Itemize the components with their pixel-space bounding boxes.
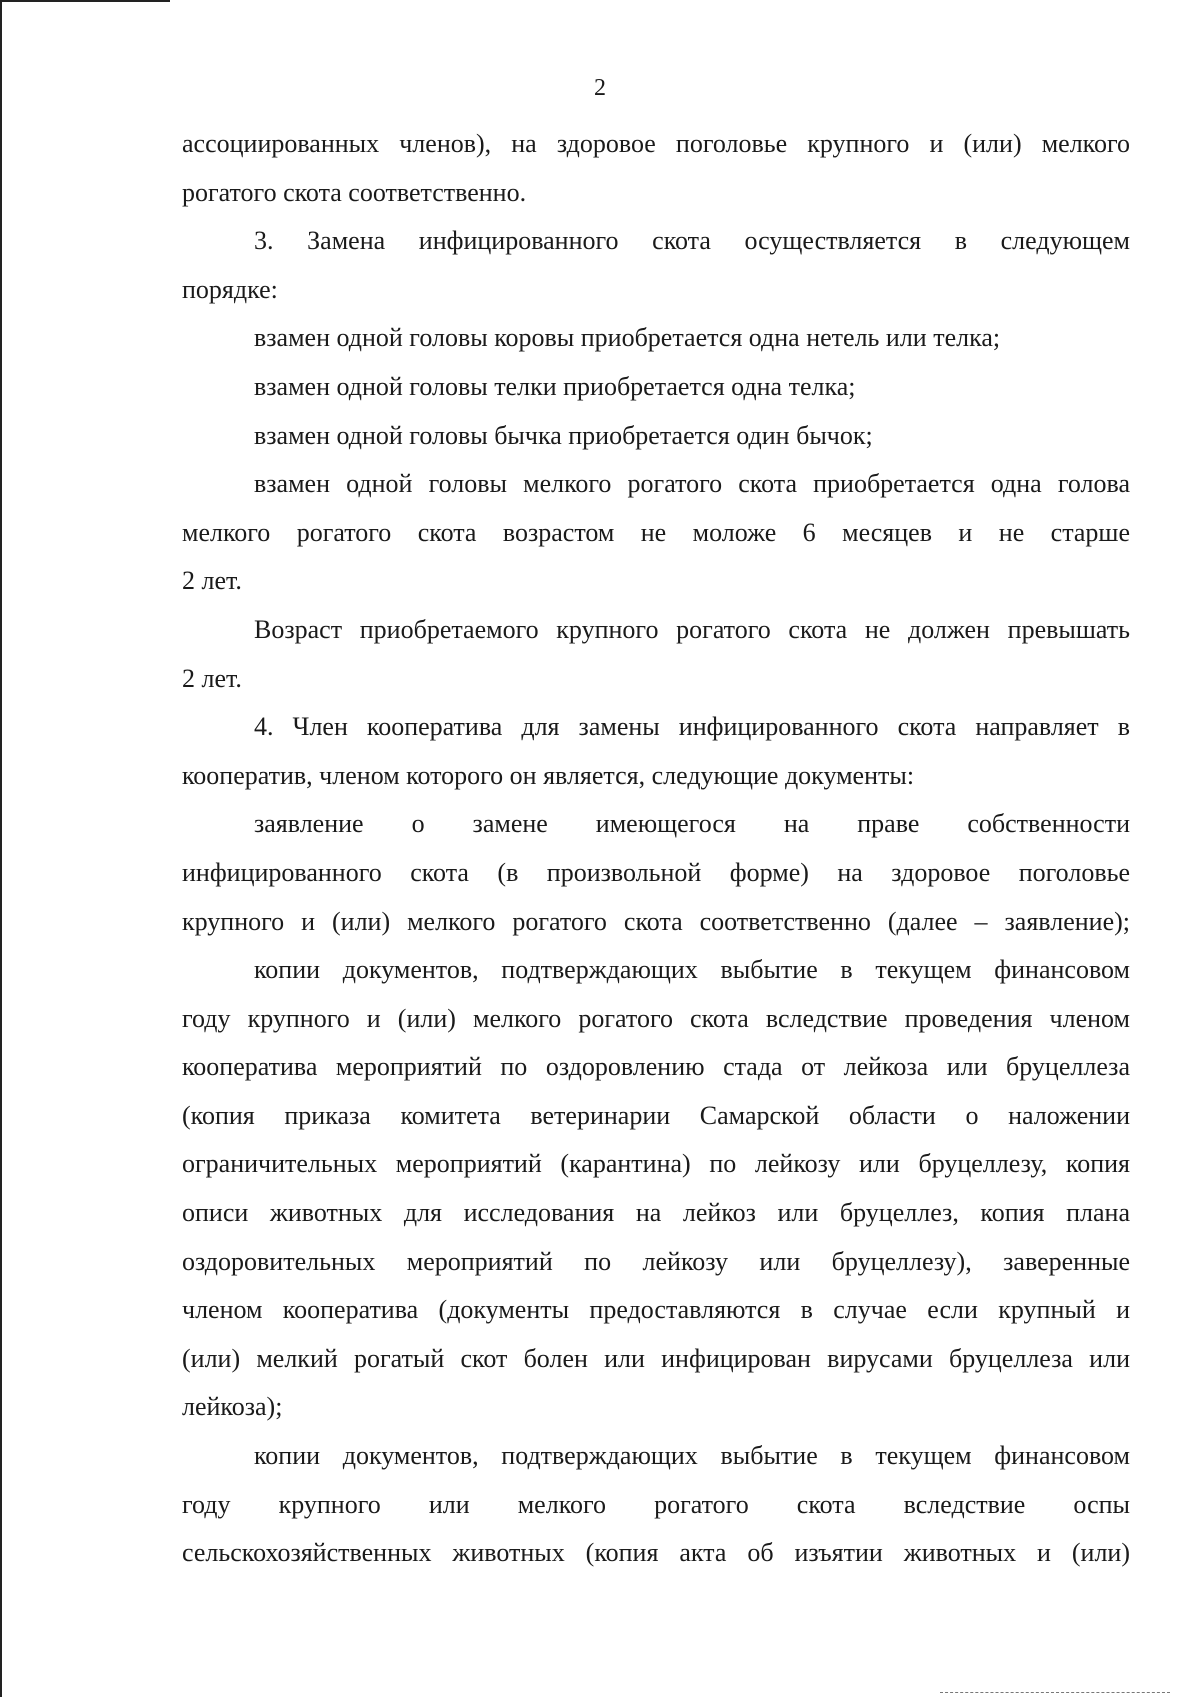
text-line: заявление о замене имеющегося на праве собственности	[254, 809, 1130, 839]
text-line: членом кооператива (документы предоставляются в случае если крупный и	[182, 1295, 1130, 1325]
text-line: копии документов, подтверждающих выбытие в текущем финансовом	[254, 1441, 1130, 1471]
text-line: мелкого рогатого скота возрастом не моложе 6 месяцев и не старше	[182, 517, 1130, 547]
text-line: лейкоза);	[182, 1392, 283, 1422]
text-line: кооператива мероприятий по оздоровлению стада от лейкоза или бруцеллеза	[182, 1052, 1130, 1082]
text-line: взамен одной головы бычка приобретается один бычок;	[254, 420, 873, 450]
scan-edge-top	[0, 0, 170, 2]
scan-edge-bottom	[940, 1692, 1170, 1693]
text-line: порядке:	[182, 274, 278, 304]
text-line: 2 лет.	[182, 566, 242, 596]
document-body	[182, 120, 1130, 1578]
page-number: 2	[594, 75, 606, 101]
text-line: взамен одной головы телки приобретается одна телка;	[254, 371, 856, 401]
text-line: (копия приказа комитета ветеринарии Самарской области о наложении	[182, 1100, 1130, 1130]
text-line: году крупного или мелкого рогатого скота вследствие оспы	[182, 1489, 1130, 1519]
text-line: 4. Член кооператива для замены инфицированного скота направляет в	[254, 712, 1130, 742]
text-line: 2 лет.	[182, 663, 242, 693]
text-line: оздоровительных мероприятий по лейкозу или бруцеллезу), заверенные	[182, 1246, 1130, 1276]
text-line: году крупного и (или) мелкого рогатого скота вследствие проведения членом	[182, 1003, 1130, 1033]
text-line: крупного и (или) мелкого рогатого скота соответственно (далее – заявление);	[182, 906, 1130, 936]
text-line: кооператив, членом которого он является, следующие документы:	[182, 760, 915, 790]
text-line: ассоциированных членов), на здоровое поголовье крупного и (или) мелкого	[182, 129, 1130, 158]
text-line: сельскохозяйственных животных (копия акта об изъятии животных и (или)	[182, 1538, 1130, 1568]
text-line: рогатого скота соответственно.	[182, 177, 527, 207]
text-line: взамен одной головы коровы приобретается одна нетель или телка;	[254, 323, 1001, 353]
text-line: Возраст приобретаемого крупного рогатого скота не должен превышать	[254, 614, 1130, 644]
text-line: инфицированного скота (в произвольной форме) на здоровое поголовье	[182, 857, 1130, 887]
text-line: копии документов, подтверждающих выбытие в текущем финансовом	[254, 955, 1130, 985]
scan-edge-left	[0, 0, 2, 1697]
text-line: (или) мелкий рогатый скот болен или инфицирован вирусами бруцеллеза или	[182, 1343, 1130, 1373]
text-line: ограничительных мероприятий (карантина) по лейкозу или бруцеллезу, копия	[182, 1149, 1130, 1179]
text-line: описи животных для исследования на лейкоз или бруцеллез, копия плана	[182, 1198, 1130, 1228]
text-line: взамен одной головы мелкого рогатого скота приобретается одна голова	[254, 469, 1130, 499]
text-line: 3. Замена инфицированного скота осуществляется в следующем	[254, 226, 1130, 256]
